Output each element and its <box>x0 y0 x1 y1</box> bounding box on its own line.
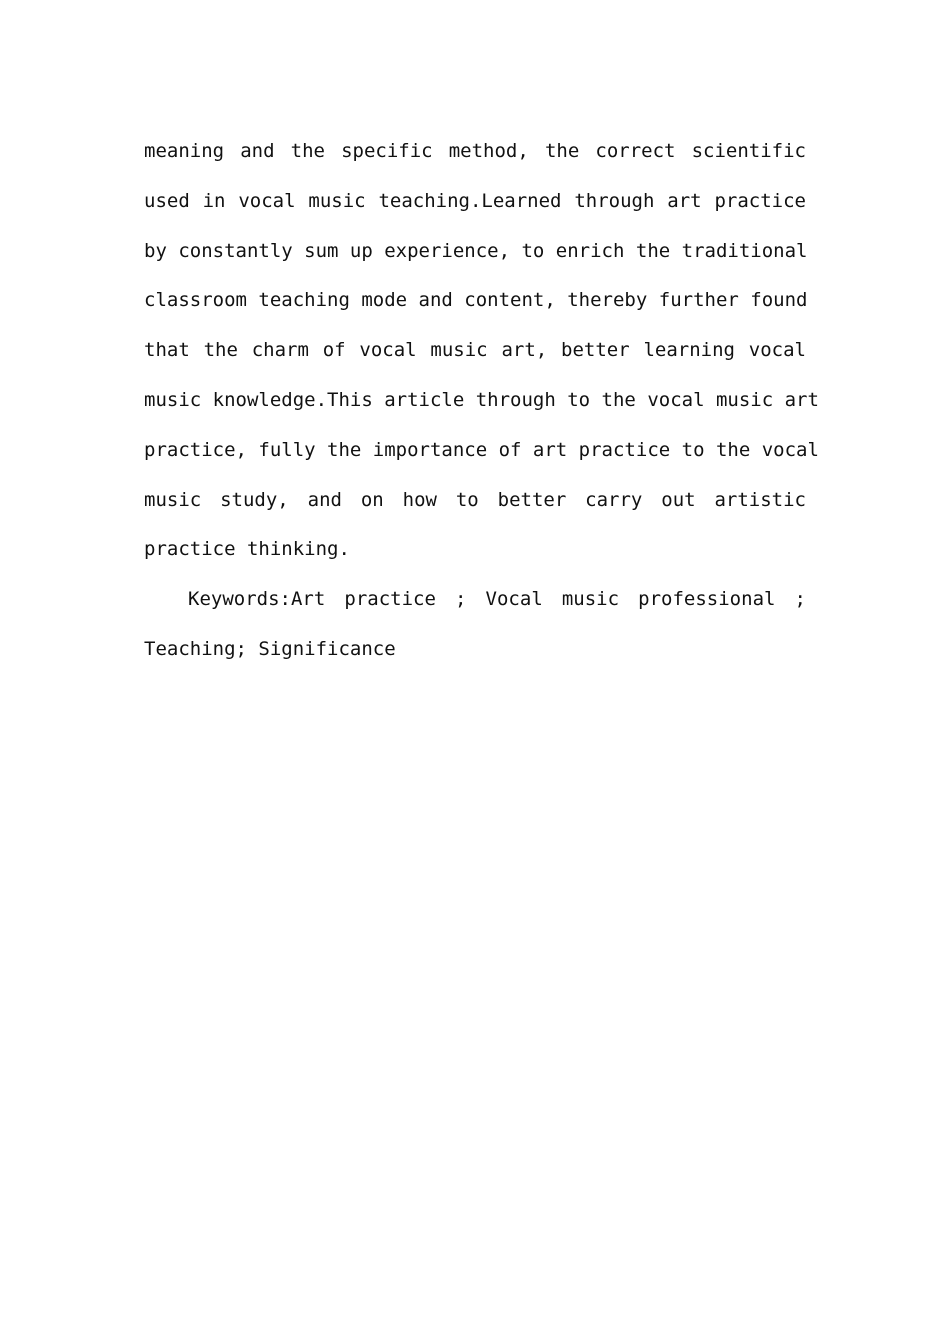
abstract-line: practice, fully the importance of art practice to the vocal <box>144 438 819 461</box>
keywords-line: Keywords:Art practice ; Vocal music professional ; <box>188 588 806 611</box>
abstract-line: music study, and on how to better carry out artistic <box>144 488 806 511</box>
keywords-line-continued: Teaching; Significance <box>144 637 396 660</box>
abstract-line: practice thinking. <box>144 538 350 561</box>
abstract-line: meaning and the specific method, the correct scientific <box>144 140 806 162</box>
abstract-line: that the charm of vocal music art, better learning vocal <box>144 339 806 362</box>
abstract-line: by constantly sum up experience, to enrich the traditional <box>144 239 808 262</box>
abstract-line: music knowledge.This article through to the vocal music art <box>144 388 819 411</box>
abstract-body <box>144 127 819 675</box>
abstract-line: classroom teaching mode and content, thereby further found <box>144 289 808 312</box>
abstract-line: used in vocal music teaching.Learned through art practice <box>144 189 806 212</box>
